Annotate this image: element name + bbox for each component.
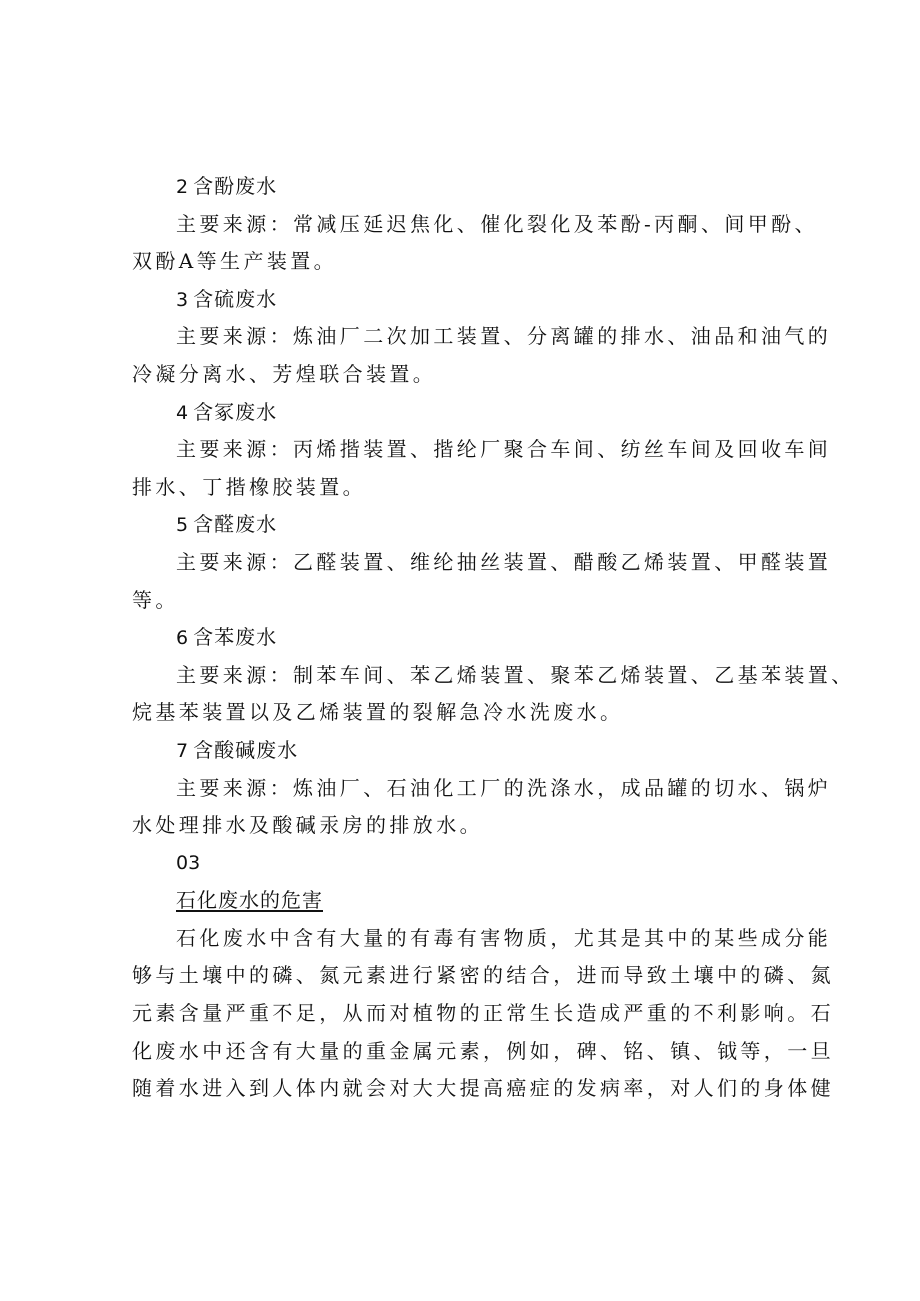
item-source-line: 主要来源：炼油厂二次加工装置、分离罐的排水、油品和油气的 <box>176 324 832 349</box>
item-source-line: 主要来源：丙烯揩装置、揩纶厂聚合车间、纺丝车间及回收车间 <box>176 437 832 462</box>
paragraph-line: 元素含量严重不足，从而对植物的正常生长造成严重的不利影响。石 <box>132 1001 834 1026</box>
document-page <box>132 168 855 1108</box>
item-source-line: 冷凝分离水、芳煌联合装置。 <box>132 361 437 386</box>
item-number: 2 <box>176 176 190 198</box>
item-source-line: 烷基苯装置以及乙烯装置的裂解急冷水洗废水。 <box>132 700 624 725</box>
paragraph-line: 化废水中还含有大量的重金属元素，例如，碑、铭、镇、钺等，一旦 <box>132 1038 834 1063</box>
item-title: 含冢废水 <box>193 399 278 424</box>
item-title: 含苯废水 <box>193 625 278 650</box>
item-number: 4 <box>176 401 190 424</box>
paragraph-line: 够与土壤中的磷、氮元素进行紧密的结合，进而导致土壤中的磷、氮 <box>132 963 834 988</box>
item-title: 含酸碱废水 <box>193 737 299 762</box>
item-number: 3 <box>176 288 190 311</box>
item-number: 6 <box>176 627 190 650</box>
item-heading-5 <box>132 506 800 544</box>
item-title: 含醛废水 <box>193 512 278 537</box>
item-source-line: 等。 <box>132 587 179 612</box>
item-source-line: 主要来源：乙醛装置、维纶抽丝装置、醋酸乙烯装置、甲醛装置 <box>176 549 832 574</box>
item-number: 5 <box>176 514 190 537</box>
item-source-line: 水处理排水及酸碱汞房的排放水。 <box>132 813 483 838</box>
item-number: 7 <box>176 739 190 762</box>
item-heading-7 <box>132 732 800 770</box>
item-source-line: 双酚A等生产装置。 <box>132 249 338 274</box>
item-source-line: 主要来源：常减压延迟焦化、催化裂化及苯酚-丙酮、间甲酚、 <box>176 211 818 236</box>
item-heading-3 <box>132 281 800 319</box>
paragraph-line: 随着水进入到人体内就会对大大提高癌症的发病率，对人们的身体健 <box>132 1076 834 1101</box>
item-title: 含硫废水 <box>193 286 278 311</box>
item-heading-2 <box>132 168 800 206</box>
paragraph-line: 石化废水中含有大量的有毒有害物质，尤其是其中的某些成分能 <box>176 925 832 950</box>
section-title-text: 石化废水的危害 <box>176 888 323 913</box>
item-heading-6 <box>132 619 800 657</box>
item-heading-4 <box>132 394 800 432</box>
item-source-line: 主要来源：炼油厂、石油化工厂的洗涤水，成品罐的切水、锅炉 <box>176 775 832 800</box>
item-title: 含酚废水 <box>193 174 278 198</box>
item-source-line: 主要来源：制苯车间、苯乙烯装置、聚苯乙烯装置、乙基苯装置、 <box>176 662 855 687</box>
item-source-line: 排水、丁揩橡胶装置。 <box>132 474 366 499</box>
section-title <box>132 882 800 920</box>
section-number: 03 <box>176 851 201 874</box>
